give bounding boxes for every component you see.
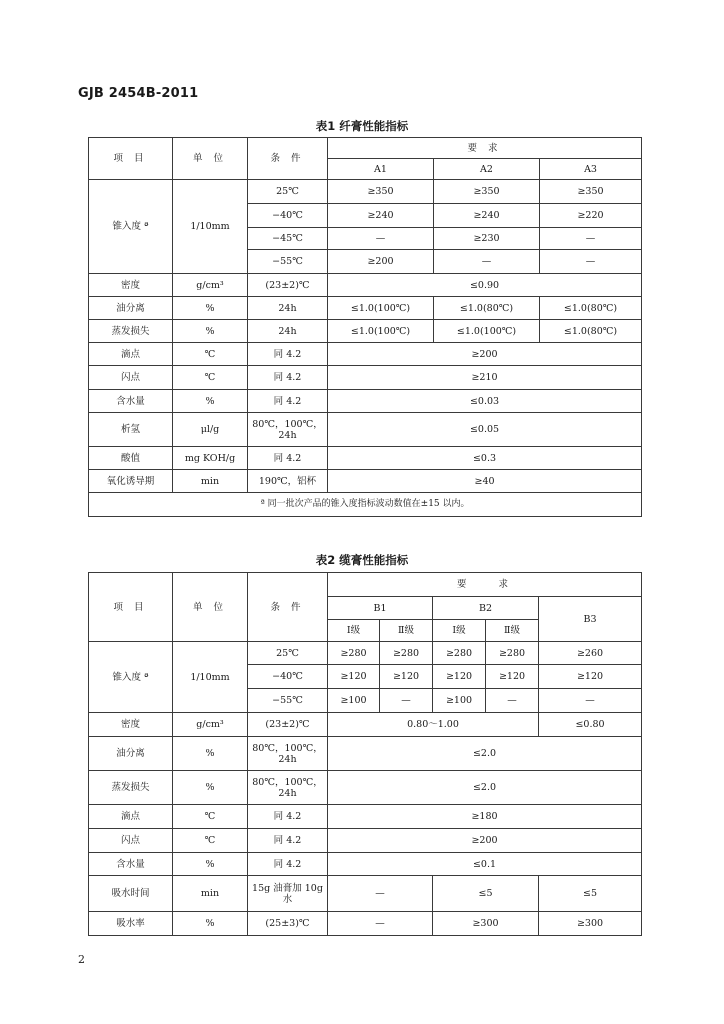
t2-absrate-b2: ≥300 <box>433 912 539 936</box>
t2-water-unit: % <box>173 853 248 876</box>
t2-drop-item: 滴点 <box>89 805 173 829</box>
t1-head-grade-a2: A2 <box>434 159 540 180</box>
table-row <box>89 447 642 470</box>
t1-acid-value: ≤0.3 <box>328 447 642 470</box>
t2-abstime-condition-line1: 15g 油膏加 10g <box>252 882 323 894</box>
t2-water-value: ≤0.1 <box>328 853 642 876</box>
t2-oilsep-unit: % <box>173 737 248 771</box>
t2-pen-cond-2: −55℃ <box>248 689 328 713</box>
t2-drop-value: ≥180 <box>328 805 642 829</box>
t2-pen-b2l1-0: ≥280 <box>433 642 486 665</box>
t2-abstime-b2: ≤5 <box>433 876 539 912</box>
t1-oxidation-unit: min <box>173 470 248 493</box>
t1-pen-cond-3: −55℃ <box>248 250 328 274</box>
t1-head-unit: 单 位 <box>173 138 248 180</box>
t1-density-value: ≤0.90 <box>328 274 642 297</box>
t1-pen-a1-0: ≥350 <box>328 180 434 204</box>
t2-abstime-b3: ≤5 <box>539 876 642 912</box>
t1-oxidation-value: ≥40 <box>328 470 642 493</box>
table1-fiber-paste-specs <box>88 137 642 517</box>
t1-pen-a3-3: — <box>540 250 642 274</box>
t2-oilsep-condition-line2: 24h <box>278 753 297 765</box>
t1-penetration-item: 锥入度 ª <box>89 180 173 274</box>
t2-evap-unit: % <box>173 771 248 805</box>
t1-head-grade-a3: A3 <box>540 159 642 180</box>
table-row <box>89 493 642 517</box>
t2-head-b2: B2 <box>433 597 539 620</box>
t1-head-grade-a1: A1 <box>328 159 434 180</box>
t2-flash-unit: ℃ <box>173 829 248 853</box>
table-row <box>89 343 642 366</box>
table-row <box>89 297 642 320</box>
t2-drop-condition: 同 4.2 <box>248 805 328 829</box>
t1-hydrogen-condition-line2: 24h <box>278 429 297 441</box>
t1-pen-a3-1: ≥220 <box>540 204 642 228</box>
t2-drop-unit: ℃ <box>173 805 248 829</box>
t1-pen-a2-3: — <box>434 250 540 274</box>
t2-abstime-b1: — <box>328 876 433 912</box>
t1-head-requirement: 要 求 <box>328 138 642 159</box>
t1-head-condition: 条 件 <box>248 138 328 180</box>
t1-pen-a1-2: — <box>328 228 434 250</box>
t1-head-item: 项 目 <box>89 138 173 180</box>
t1-oxidation-condition: 190℃，铝杯 <box>248 470 328 493</box>
t2-pen-b1l1-0: ≥280 <box>328 642 380 665</box>
t2-water-condition: 同 4.2 <box>248 853 328 876</box>
t2-abstime-condition <box>248 876 328 912</box>
t2-pen-b1l1-2: ≥100 <box>328 689 380 713</box>
t1-water-condition: 同 4.2 <box>248 390 328 413</box>
t1-hydrogen-condition-line1: 80℃，100℃， <box>252 418 323 430</box>
t2-oilsep-condition <box>248 737 328 771</box>
table-row <box>89 413 642 447</box>
t2-abstime-item: 吸水时间 <box>89 876 173 912</box>
t2-density-b3: ≤0.80 <box>539 713 642 737</box>
t1-pen-a3-0: ≥350 <box>540 180 642 204</box>
t1-drop-condition: 同 4.2 <box>248 343 328 366</box>
table-row <box>89 853 642 876</box>
t2-head-item: 项 目 <box>89 573 173 642</box>
t1-hydrogen-item: 析氢 <box>89 413 173 447</box>
t2-oilsep-item: 油分离 <box>89 737 173 771</box>
t2-oilsep-condition-line1: 80℃，100℃， <box>252 742 323 754</box>
t1-pen-cond-1: −40℃ <box>248 204 328 228</box>
t2-pen-b3-2: — <box>539 689 642 713</box>
t2-density-b12: 0.80～1.00 <box>328 713 539 737</box>
t1-drop-item: 滴点 <box>89 343 173 366</box>
t1-pen-a1-3: ≥200 <box>328 250 434 274</box>
table-row <box>89 805 642 829</box>
t2-flash-value: ≥200 <box>328 829 642 853</box>
t2-evap-condition <box>248 771 328 805</box>
t2-head-b3: B3 <box>539 597 642 642</box>
t2-head-b1: B1 <box>328 597 433 620</box>
t1-oilsep-a3: ≤1.0(80℃) <box>540 297 642 320</box>
t2-head-requirement: 要 求 <box>328 573 642 597</box>
t2-pen-cond-0: 25℃ <box>248 642 328 665</box>
t1-drop-unit: ℃ <box>173 343 248 366</box>
t1-acid-item: 酸值 <box>89 447 173 470</box>
t2-pen-cond-1: −40℃ <box>248 665 328 689</box>
table-row <box>89 366 642 390</box>
t2-oilsep-value: ≤2.0 <box>328 737 642 771</box>
t1-penetration-unit: 1/10mm <box>173 180 248 274</box>
table-row <box>89 180 642 204</box>
t2-evap-condition-line2: 24h <box>278 787 297 799</box>
t1-pen-a2-2: ≥230 <box>434 228 540 250</box>
t2-water-item: 含水量 <box>89 853 173 876</box>
t1-flash-item: 闪点 <box>89 366 173 390</box>
t2-head-b1-level2: Ⅱ级 <box>380 620 433 642</box>
t1-water-unit: % <box>173 390 248 413</box>
t1-hydrogen-value: ≤0.05 <box>328 413 642 447</box>
table1-caption <box>0 118 724 134</box>
t2-abstime-condition-line2: 水 <box>282 893 293 905</box>
t1-evap-condition: 24h <box>248 320 328 343</box>
t2-pen-b1l2-1: ≥120 <box>380 665 433 689</box>
t2-penetration-item: 锥入度 ª <box>89 642 173 713</box>
t1-pen-cond-2: −45℃ <box>248 228 328 250</box>
t2-density-unit: g/cm³ <box>173 713 248 737</box>
table-row <box>89 390 642 413</box>
t2-penetration-unit: 1/10mm <box>173 642 248 713</box>
table-row <box>89 320 642 343</box>
t1-evap-a2: ≤1.0(100℃) <box>434 320 540 343</box>
table-row <box>89 771 642 805</box>
t2-flash-item: 闪点 <box>89 829 173 853</box>
t2-head-condition: 条 件 <box>248 573 328 642</box>
t2-head-b2-level2: Ⅱ级 <box>486 620 539 642</box>
t1-footnote: ª 同一批次产品的锥入度指标波动数值在±15 以内。 <box>89 493 642 517</box>
t2-absrate-b3: ≥300 <box>539 912 642 936</box>
t2-density-condition: (23±2)℃ <box>248 713 328 737</box>
t2-pen-b2l2-1: ≥120 <box>486 665 539 689</box>
t2-pen-b1l1-1: ≥120 <box>328 665 380 689</box>
t1-flash-value: ≥210 <box>328 366 642 390</box>
table-row <box>89 470 642 493</box>
t2-density-item: 密度 <box>89 713 173 737</box>
t1-pen-cond-0: 25℃ <box>248 180 328 204</box>
t2-pen-b2l2-0: ≥280 <box>486 642 539 665</box>
t1-pen-a2-1: ≥240 <box>434 204 540 228</box>
table-row <box>89 912 642 936</box>
t1-flash-condition: 同 4.2 <box>248 366 328 390</box>
t1-water-value: ≤0.03 <box>328 390 642 413</box>
t2-flash-condition: 同 4.2 <box>248 829 328 853</box>
t2-pen-b2l2-2: — <box>486 689 539 713</box>
t1-acid-unit: mg KOH/g <box>173 447 248 470</box>
t1-drop-value: ≥200 <box>328 343 642 366</box>
t2-evap-condition-line1: 80℃，100℃， <box>252 776 323 788</box>
table-row <box>89 713 642 737</box>
t2-head-unit: 单 位 <box>173 573 248 642</box>
t2-abstime-unit: min <box>173 876 248 912</box>
table-row <box>89 876 642 912</box>
t2-pen-b1l2-0: ≥280 <box>380 642 433 665</box>
t1-hydrogen-unit: μl/g <box>173 413 248 447</box>
t1-water-item: 含水量 <box>89 390 173 413</box>
t2-absrate-b1: — <box>328 912 433 936</box>
t1-evap-item: 蒸发损失 <box>89 320 173 343</box>
t2-pen-b3-1: ≥120 <box>539 665 642 689</box>
t1-oilsep-condition: 24h <box>248 297 328 320</box>
t1-oxidation-item: 氧化诱导期 <box>89 470 173 493</box>
t2-pen-b3-0: ≥260 <box>539 642 642 665</box>
t1-pen-a3-2: — <box>540 228 642 250</box>
table2-cable-paste-specs <box>88 572 642 936</box>
t2-pen-b2l1-1: ≥120 <box>433 665 486 689</box>
t1-pen-a1-1: ≥240 <box>328 204 434 228</box>
t2-absrate-item: 吸水率 <box>89 912 173 936</box>
table-row <box>89 274 642 297</box>
t2-evap-item: 蒸发损失 <box>89 771 173 805</box>
page-number: 2 <box>78 953 85 966</box>
table-row <box>89 829 642 853</box>
t1-hydrogen-condition <box>248 413 328 447</box>
t2-absrate-condition: (25±3)℃ <box>248 912 328 936</box>
t1-density-condition: (23±2)℃ <box>248 274 328 297</box>
table-row <box>89 737 642 771</box>
t1-oilsep-a1: ≤1.0(100℃) <box>328 297 434 320</box>
t1-evap-a3: ≤1.0(80℃) <box>540 320 642 343</box>
table-row <box>89 642 642 665</box>
t2-head-b1-level1: Ⅰ级 <box>328 620 380 642</box>
t1-pen-a2-0: ≥350 <box>434 180 540 204</box>
table1-caption-text: 表1 纤膏性能指标 <box>315 119 409 133</box>
table2-caption <box>0 552 724 568</box>
t1-density-item: 密度 <box>89 274 173 297</box>
t1-evap-unit: % <box>173 320 248 343</box>
table2-caption-text: 表2 缆膏性能指标 <box>315 553 409 567</box>
standard-code-header: GJB 2454B-2011 <box>78 86 199 101</box>
t1-evap-a1: ≤1.0(100℃) <box>328 320 434 343</box>
t1-oilsep-unit: % <box>173 297 248 320</box>
t1-oilsep-a2: ≤1.0(80℃) <box>434 297 540 320</box>
t1-density-unit: g/cm³ <box>173 274 248 297</box>
t1-acid-condition: 同 4.2 <box>248 447 328 470</box>
t2-pen-b2l1-2: ≥100 <box>433 689 486 713</box>
t1-flash-unit: ℃ <box>173 366 248 390</box>
t2-head-b2-level1: Ⅰ级 <box>433 620 486 642</box>
t2-pen-b1l2-2: — <box>380 689 433 713</box>
t2-evap-value: ≤2.0 <box>328 771 642 805</box>
t2-absrate-unit: % <box>173 912 248 936</box>
t1-oilsep-item: 油分离 <box>89 297 173 320</box>
